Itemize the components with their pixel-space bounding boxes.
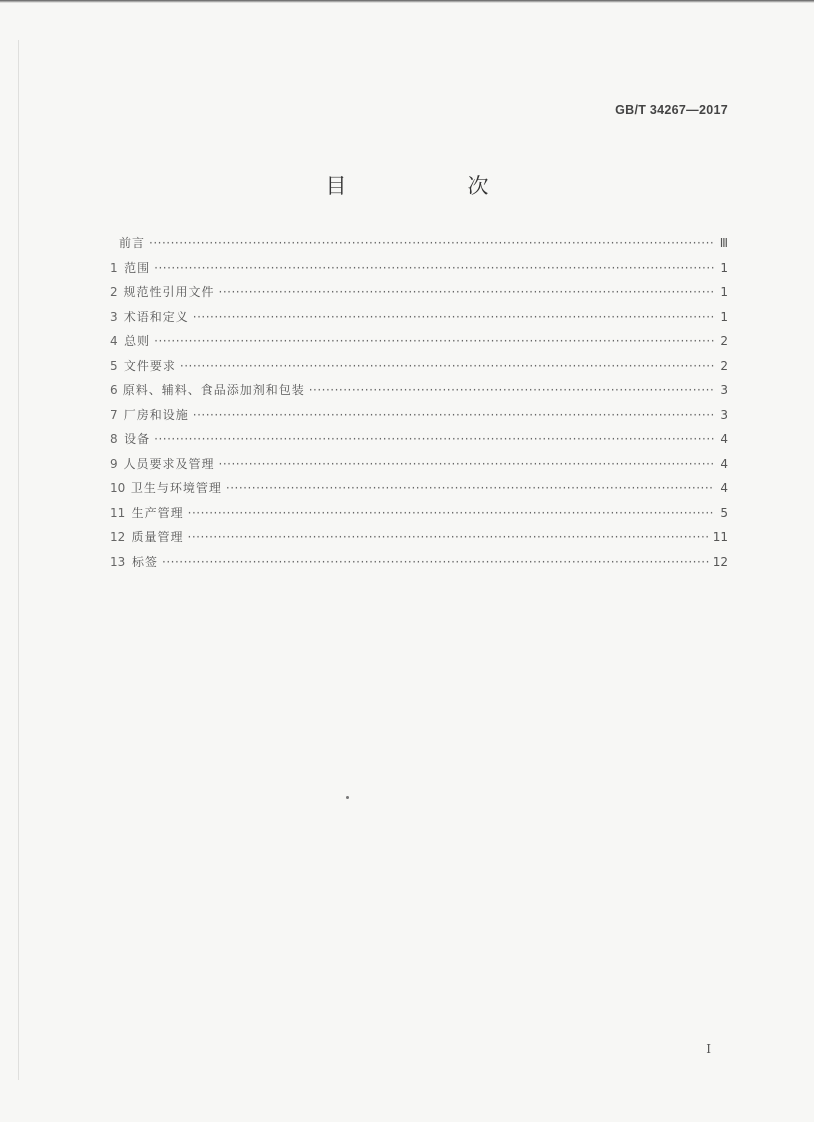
toc-entry-label: 前言 [119,236,146,250]
toc-entry-number: 12 [110,530,126,544]
toc-entry-number: 6 [110,383,118,397]
toc-entry[interactable] [110,479,728,504]
toc-entry-number: 11 [110,505,126,520]
toc-leader-dots [154,261,714,275]
toc-entry[interactable] [110,528,728,553]
toc-entry-number: 8 [110,432,118,446]
toc-entry-page: 4 [720,432,728,446]
toc-entry-page: 1 [720,285,728,299]
scan-edge [0,0,814,3]
toc-entry-page: 2 [720,334,728,348]
page-title: 目 次 [325,174,539,198]
toc-entry-page: 3 [720,383,728,397]
toc-entry-label: 质量管理 [131,530,184,544]
toc-entry-label: 原料、辅料、食品添加剂和包装 [122,383,305,397]
toc-entry-page: 3 [720,407,728,422]
table-of-contents [110,234,728,577]
toc-entry-label: 范围 [124,260,151,275]
toc-leader-dots [226,481,714,495]
standard-code: GB/T 34267—2017 [615,103,728,117]
toc-entry-number: 1 [110,260,118,275]
toc-leader-dots [219,457,714,471]
toc-leader-dots [154,334,714,348]
toc-entry[interactable] [110,234,728,259]
toc-entry-page: 5 [720,505,728,520]
scan-speck [346,796,349,799]
toc-entry-page: 1 [720,260,728,275]
toc-entry-label: 总则 [124,334,151,348]
toc-entry-page: 1 [720,309,728,324]
toc-entry-label: 标签 [131,554,158,569]
toc-entry-page: 4 [720,456,728,471]
toc-entry-label: 规范性引用文件 [123,285,215,299]
toc-entry-number: 9 [110,456,118,471]
toc-entry-page: 2 [720,358,728,373]
toc-leader-dots [193,408,714,422]
toc-entry-number: 2 [110,285,118,299]
toc-leader-dots [309,383,714,397]
toc-entry-label: 人员要求及管理 [123,456,215,471]
toc-entry-page: 11 [712,530,728,544]
toc-leader-dots [188,530,709,544]
toc-entry-number: 13 [110,554,126,569]
page-number: I [706,1042,711,1056]
toc-entry[interactable] [110,406,728,431]
toc-entry-page: 12 [712,554,728,569]
toc-entry-number: 4 [110,334,118,348]
toc-entry[interactable] [110,357,728,382]
toc-entry-page: Ⅲ [719,236,728,250]
toc-leader-dots [193,310,714,324]
toc-entry[interactable] [110,504,728,529]
toc-entry-label: 厂房和设施 [123,407,189,422]
toc-leader-dots [219,285,714,299]
toc-entry[interactable] [110,430,728,455]
toc-entry[interactable] [110,455,728,480]
toc-entry-label: 生产管理 [131,505,184,520]
toc-entry-label: 术语和定义 [123,309,189,324]
toc-leader-dots [154,432,714,446]
toc-entry-number: 3 [110,309,118,324]
toc-entry-number: 5 [110,358,118,373]
toc-entry-label: 设备 [124,432,151,446]
toc-entry[interactable] [110,259,728,284]
toc-leader-dots [188,506,714,520]
toc-entry[interactable] [110,332,728,357]
toc-entry-number: 10 [110,481,126,495]
toc-entry[interactable] [110,283,728,308]
toc-leader-dots [180,359,714,373]
toc-leader-dots [149,236,714,250]
toc-entry-page: 4 [720,481,728,495]
toc-entry-label: 卫生与环境管理 [130,481,222,495]
toc-entry-label: 文件要求 [123,358,176,373]
toc-entry[interactable] [110,553,728,578]
toc-entry[interactable] [110,308,728,333]
toc-entry-number: 7 [110,407,118,422]
toc-entry[interactable] [110,381,728,406]
toc-leader-dots [162,555,709,569]
